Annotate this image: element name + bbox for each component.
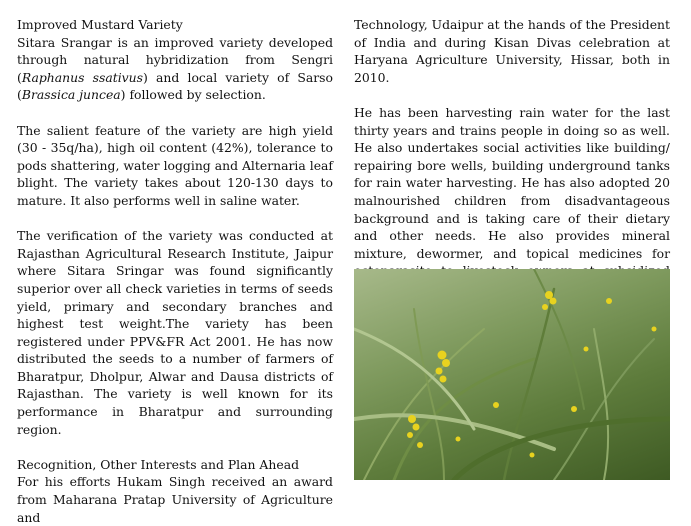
- mustard-flower: [417, 442, 423, 448]
- mustard-flower: [571, 406, 577, 412]
- species-name-brassica: Brassica juncea: [21, 87, 121, 103]
- mustard-flower: [584, 347, 589, 352]
- mustard-plant-photo: [354, 269, 670, 480]
- left-column: [17, 16, 333, 526]
- mustard-flower: [493, 402, 499, 408]
- mustard-flower: [440, 376, 447, 383]
- mustard-flower: [436, 368, 443, 375]
- mustard-flower: [550, 298, 557, 305]
- mustard-flower: [456, 437, 461, 442]
- mustard-flower: [652, 327, 657, 332]
- text-run: Sitara Srangar is an improved variety developed through natural hybridization from Sengri (: [17, 34, 333, 85]
- paragraph-award: For his efforts Hukam Singh received an award from Maharana Pratap University of Agriculture and: [17, 474, 333, 525]
- right-column: [354, 16, 670, 298]
- mustard-flower: [407, 432, 413, 438]
- paragraph-verification: The verification of the variety was conducted at Rajasthan Agricultural Research Institute, Jaipur where Sitara Sringar was found significantly superior over all check varieties in terms of seeds yield, primary and secondary branches and highest test weight.The variety has been registered under PPV&FR Act 2001. He has now distributed the seeds to a number of farmers of Bharatpur, Dholpur, Alwar and Dausa districts of Rajasthan. The variety is well known for its performance in Bharatpur and surrounding region.: [17, 228, 333, 437]
- plant-stem: [364, 329, 484, 480]
- mustard-flower: [413, 424, 420, 431]
- plant-stem: [504, 289, 554, 480]
- paragraph-salient-features: The salient feature of the variety are high yield (30 - 35q/ha), high oil content (42%), tolerance to pods shattering, water logging and Alternaria leaf blight. The variety takes about 120-130 days to mature. It also performs well in saline water.: [17, 122, 333, 208]
- mustard-flower: [542, 304, 548, 310]
- mustard-plant-illustration: [354, 269, 670, 480]
- section-heading-recognition: Recognition, Other Interests and Plan Ahead: [17, 456, 300, 472]
- plant-stem: [554, 339, 654, 480]
- paragraph-variety-origin: [17, 34, 333, 104]
- text-run: ) followed by selection.: [120, 87, 266, 103]
- section-heading-mustard-variety: Improved Mustard Variety: [17, 17, 183, 32]
- species-name-raphanus: Raphanus ssativus: [21, 69, 144, 85]
- paragraph-rain-water: He has been harvesting rain water for the last thirty years and trains people in doing so as well. He also undertakes social activities like building/ repairing bore wells, building underground tanks for rain water harvesting. He has also adopted 20 malnourished children from disadvantageous background and is taking care of their dietary and other needs. He also provides mineral mixture, dewormer, and topical medicines for: [354, 104, 670, 261]
- mustard-flower: [438, 351, 447, 360]
- mustard-flower: [442, 359, 450, 367]
- paragraph-award-continued: Technology, Udaipur at the hands of the President of India and during Kisan Divas celebration at Haryana Agriculture University, Hissar, both in 2010.: [354, 17, 670, 85]
- mustard-flower: [530, 453, 535, 458]
- mustard-flower: [408, 415, 416, 423]
- mustard-flower: [606, 298, 612, 304]
- text-run: ) and local variety of Sarso (: [17, 69, 333, 103]
